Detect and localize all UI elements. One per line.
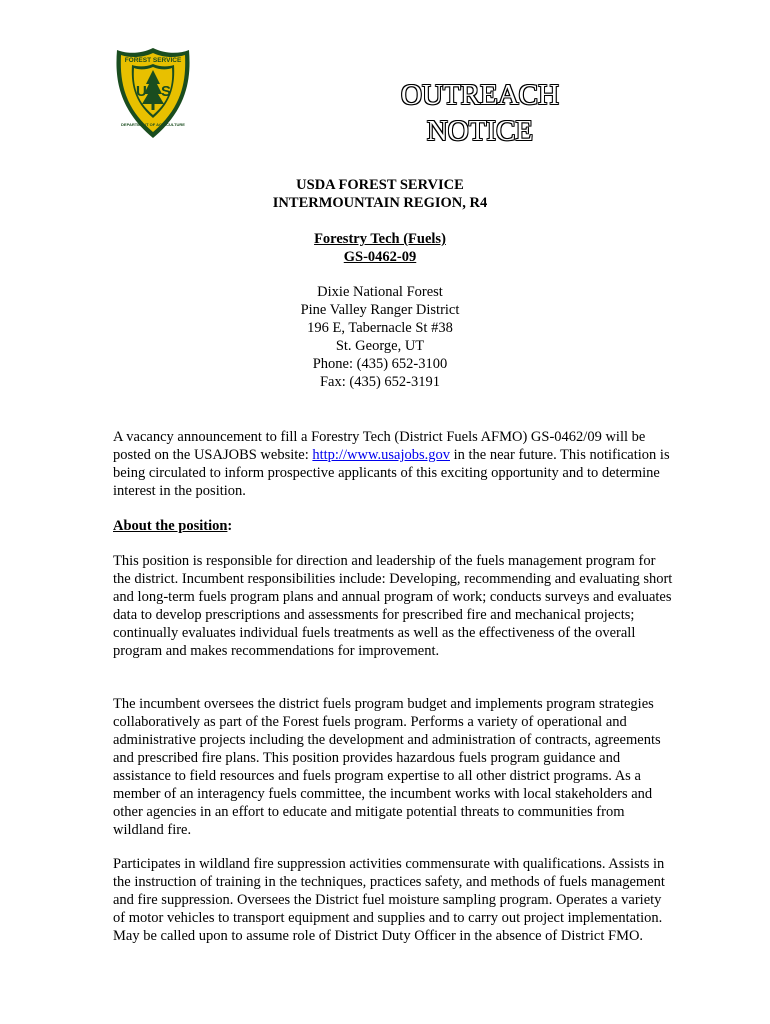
city-state: St. George, UT: [335, 338, 425, 354]
address-block: [180, 283, 580, 391]
logo-top-text: FOREST SERVICE: [124, 57, 182, 64]
phone-number: Phone: (435) 652-3100: [312, 356, 448, 372]
logo-bottom-text: DEPARTMENT OF AGRICULTURE: [121, 122, 185, 127]
title-line-2: NOTICE: [426, 115, 534, 147]
logo-left-letter: U: [136, 83, 147, 100]
forest-service-shield-logo: [113, 46, 193, 140]
fax-number: Fax: (435) 652-3191: [319, 374, 440, 390]
vacancy-text-before: A vacancy announcement to fill a Forestry Tech (District Fuels AFMO) GS-0462/09 will be posted on the USAJOBS website:: [113, 429, 646, 463]
position-series: GS-0462-09: [343, 249, 417, 265]
about-heading: [113, 517, 673, 535]
paragraph-text: This position is responsible for direction and leadership of the fuels management program for the district. Incumbent responsibilities include: Developing, recommending and evaluating short and long-term fuels program plans and annual program of work; conducts surveys and evaluates data to develop prescriptions and assessments for prescribed fire and mechanical projects; continually evaluates individual fuels treatments as well as the effectiveness of the overall program and makes recommendations for improvement.: [113, 553, 673, 659]
about-paragraph-1: [113, 552, 673, 660]
position-title: Forestry Tech (Fuels): [314, 231, 446, 247]
paragraph-text: The incumbent oversees the district fuels program budget and implements program strategies collaboratively as part of the Forest fuels program. Performs a variety of operational and administrative projects including the development and administration of contracts, agreements and prescribed fire plans. This position provides hazardous fuels program guidance and assistance to field resources and fuels program expertise to all other district programs. As a member of an interagency fuels committee, the incumbent works with local stakeholders and other agencies in an effort to educate and mitigate potential threats to communities from wildland fire.: [113, 696, 661, 838]
forest-name: Dixie National Forest: [317, 284, 443, 300]
logo-right-letter: S: [161, 83, 172, 100]
agency-block: [180, 176, 580, 212]
shield-icon: [113, 46, 193, 140]
about-heading-colon: :: [227, 518, 233, 534]
district-name: Pine Valley Ranger District: [300, 302, 460, 318]
paragraph-text: Participates in wildland fire suppression activities commensurate with qualifications. Assists in the instruction of training in the techniques, practices safety, and methods of fuels management and fire suppression. Oversees the District fuel moisture sampling program. Operates a variety of motor vehicles to transport equipment and supplies and to carry out project implementation. May be called upon to assume role of District Duty Officer in the absence of District FMO.: [113, 856, 665, 944]
about-heading-text: About the position: [113, 518, 228, 534]
about-paragraph-3: [113, 855, 673, 945]
title-line-1: OUTREACH: [401, 79, 559, 111]
about-paragraph-2: [113, 695, 673, 839]
usajobs-link[interactable]: http://www.usajobs.gov: [312, 447, 450, 463]
street-address: 196 E, Tabernacle St #38: [307, 320, 453, 336]
agency-region: INTERMOUNTAIN REGION, R4: [272, 195, 488, 211]
position-block: [180, 230, 580, 266]
vacancy-paragraph: [113, 428, 673, 500]
vacancy-text-after: in the near future. This notification is being circulated to inform prospective applicants of this exciting opportunity and to determine interest in the position.: [113, 447, 670, 499]
page-title: [360, 77, 600, 149]
agency-name: USDA FOREST SERVICE: [296, 177, 464, 193]
